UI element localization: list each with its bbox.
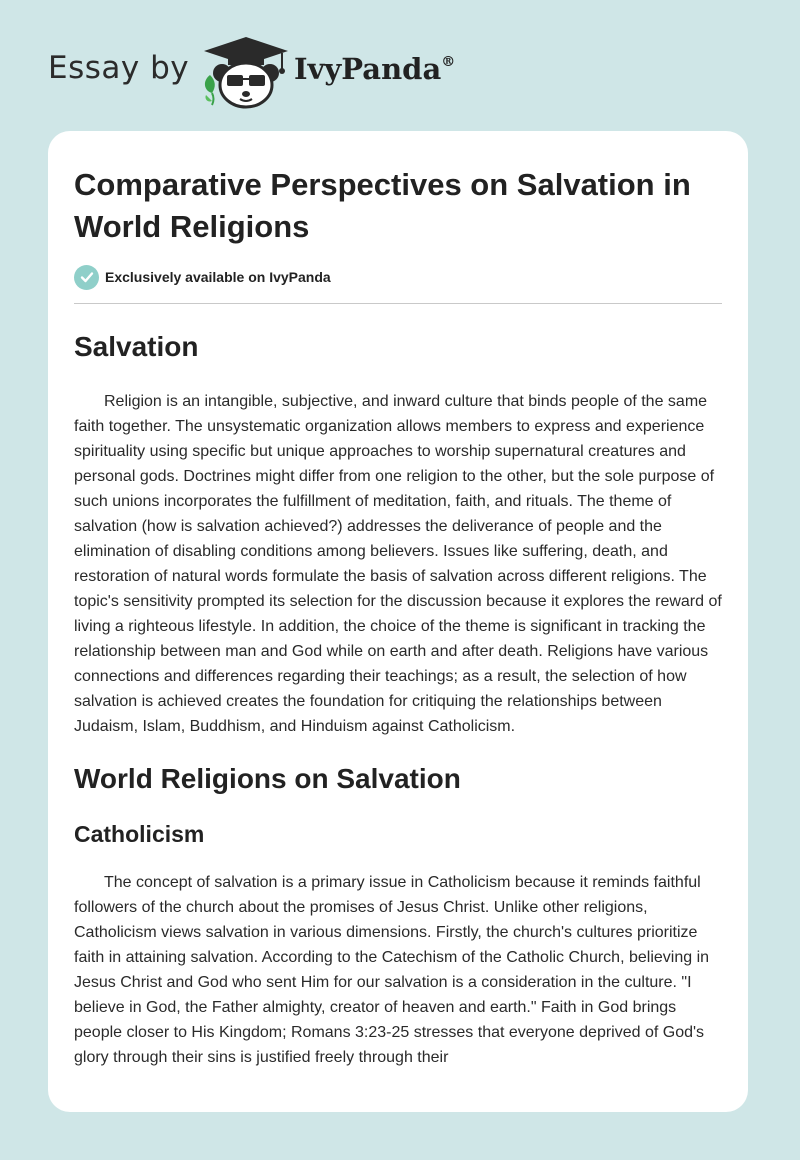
subsection-heading-catholicism: Catholicism <box>74 821 205 847</box>
check-circle-icon <box>74 265 99 290</box>
exclusive-badge-text: Exclusively available on IvyPanda <box>105 269 331 285</box>
essay-title: Comparative Perspectives on Salvation in World Religions <box>74 167 691 244</box>
brand-name[interactable]: IvyPanda® <box>294 52 456 86</box>
essay-by-label: Essay by <box>48 50 190 86</box>
panda-graduate-icon[interactable] <box>200 35 292 109</box>
essay-body <box>74 321 724 1070</box>
section-heading-salvation: Salvation <box>74 331 199 362</box>
essay-card <box>48 131 748 1112</box>
exclusive-badge <box>74 264 331 290</box>
paragraph-salvation: Religion is an intangible, subjective, and inward culture that binds people of the same faith together. The unsystematic organization allows members to express and experience spirituality using specific but unique approaches to worship supernatural creatures and personal gods. Doctrines might differ from one religion to the other, but the sole purpose of such unions incorporates the fulfillment of meditation, faith, and rituals. The theme of salvation (how is salvation achieved?) addresses the deliverance of people and the elimination of disabling conditions among believers. Issues like suffering, death, and restoration of natural words formulate the basis of salvation across different religions. The topic's sensitivity prompted its selection for the discussion because it explores the reward of living a righteous lifestyle. In addition, the choice of the theme is significant in tracking the relationship between man and God while on earth and after death. Religions have various connections and differences regarding their teachings; as a result, the selection of how salvation is achieved creates the foundation for critiquing the relationships between Judaism, Islam, Buddhism, and Hinduism against Catholicism. <box>74 393 722 735</box>
registered-mark: ® <box>441 54 456 71</box>
section-heading-world-religions: World Religions on Salvation <box>74 763 461 794</box>
divider <box>74 303 722 304</box>
site-header <box>0 0 800 130</box>
paragraph-catholicism: The concept of salvation is a primary issue in Catholicism because it reminds faithful followers of the church about the promises of Jesus Christ. Unlike other religions, Catholicism views salvation in various dimensions. Firstly, the church's cultures prioritize faith in attaining salvation. According to the Catechism of the Catholic Church, believing in Jesus Christ and God who sent Him for our salvation is a consideration in the culture. "I believe in God, the Father almighty, creator of heaven and earth." Faith in God brings people closer to His Kingdom; Romans 3:23-25 stresses that everyone deprived of God's glory through their sins is justified freely through their <box>74 874 710 1066</box>
